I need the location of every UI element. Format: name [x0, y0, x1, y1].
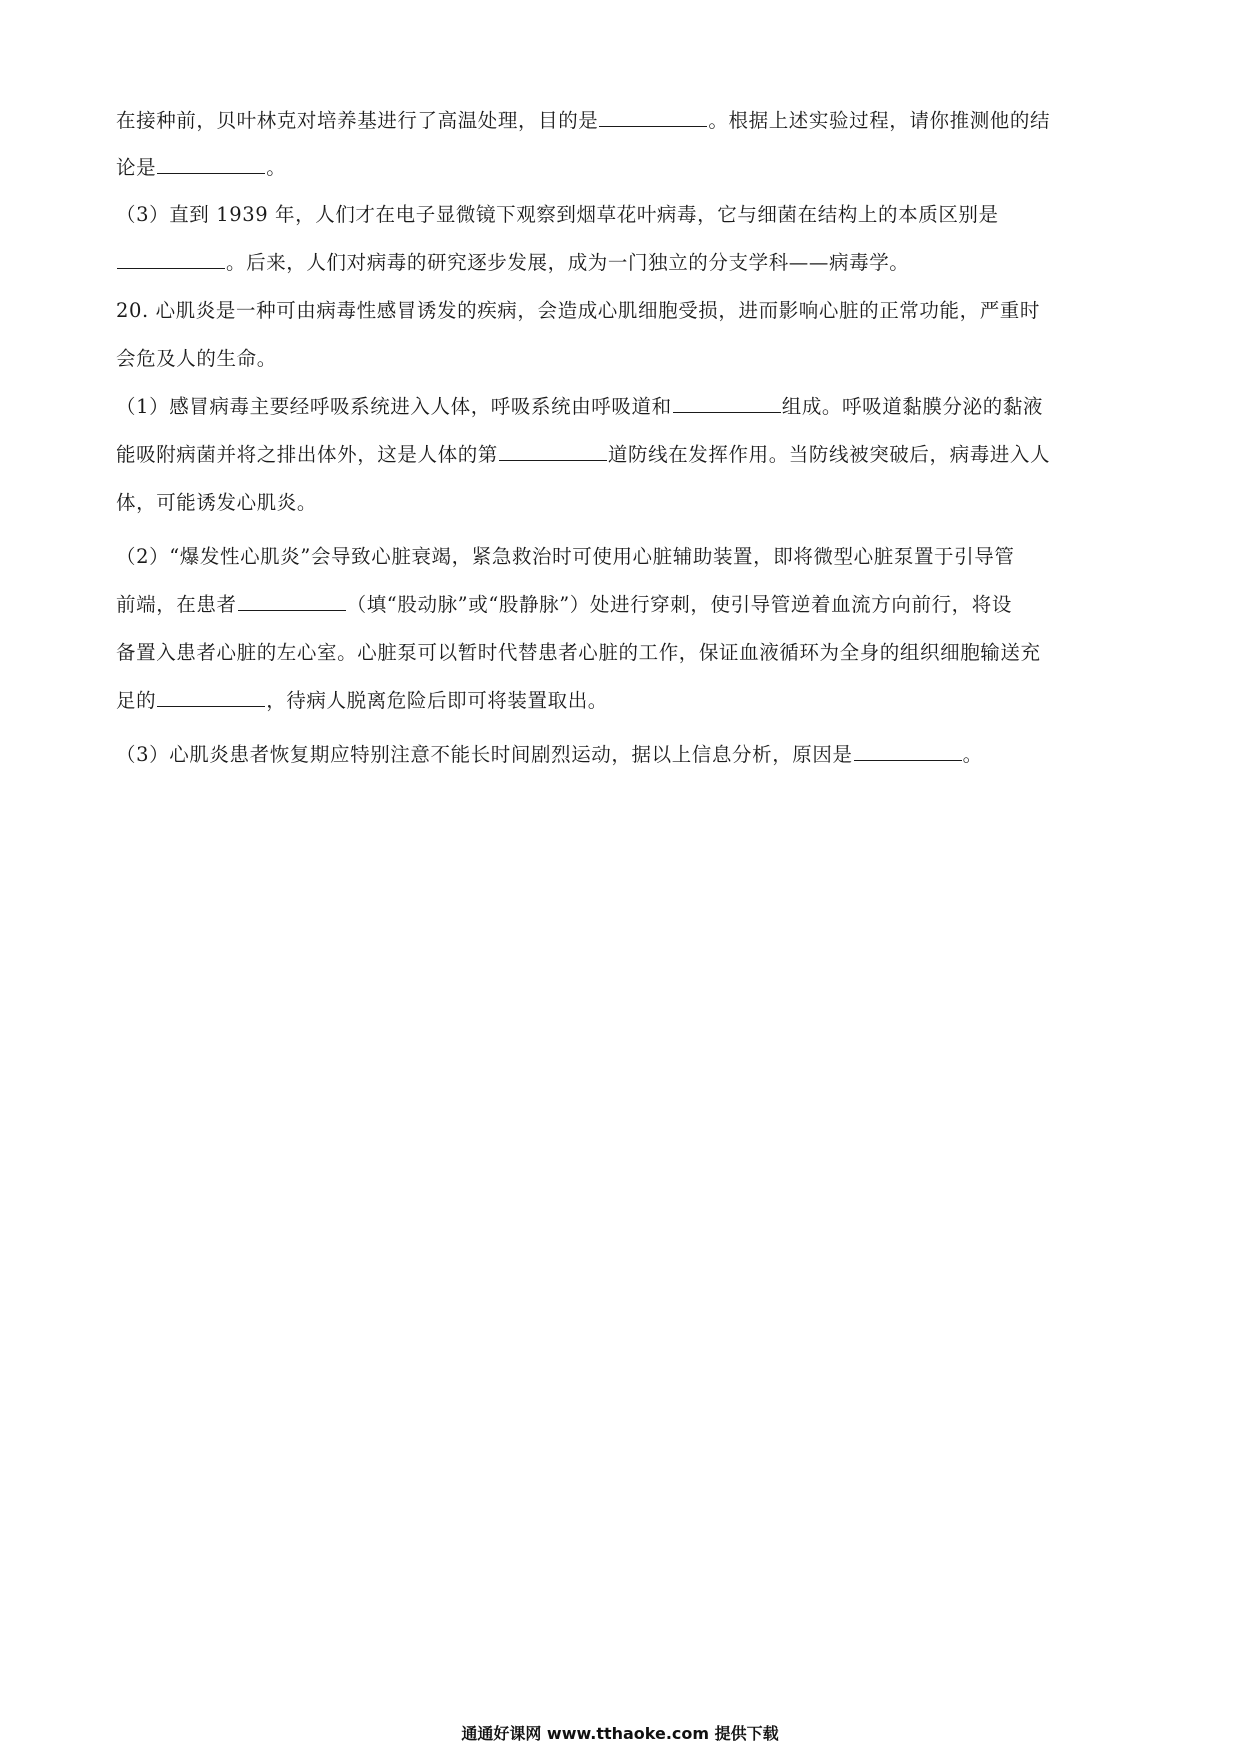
q20-part2-line-3 [116, 639, 1126, 667]
q20-part3-line-1 [116, 741, 1126, 769]
text: 前端，在患者 [116, 593, 237, 616]
text: 道防线在发挥作用。当防线被突破后，病毒进入人 [607, 443, 1051, 466]
answer-blank[interactable] [157, 155, 265, 174]
q19-part3-line-1 [116, 201, 1126, 229]
answer-blank[interactable] [854, 742, 962, 761]
answer-blank[interactable] [599, 108, 707, 127]
q20-part1-line-3 [116, 489, 1126, 517]
q20-part1-line-2 [116, 441, 1126, 469]
text: （1）感冒病毒主要经呼吸系统进入人体，呼吸系统由呼吸道和 [116, 395, 672, 418]
q19-line-2 [116, 154, 1126, 182]
q20-part1-line-1 [116, 393, 1126, 421]
text: 体，可能诱发心肌炎。 [116, 491, 318, 514]
text: （填“股动脉”或“股静脉”）处进行穿刺，使引导管逆着血流方向前行，将设 [346, 593, 1012, 616]
text: （2）“爆发性心肌炎”会导致心脏衰竭，紧急救治时可使用心脏辅助装置，即将微型心脏泵置于引导管 [116, 545, 1015, 568]
answer-blank[interactable] [499, 442, 607, 461]
q19-part3-line-2 [116, 249, 1126, 277]
text: （3）心肌炎患者恢复期应特别注意不能长时间剧烈运动，据以上信息分析，原因是 [116, 743, 853, 766]
text: 。后来，人们对病毒的研究逐步发展，成为一门独立的分支学科——病毒学。 [226, 251, 910, 274]
text: 组成。呼吸道黏膜分泌的黏液 [781, 395, 1044, 418]
text: 20. 心肌炎是一种可由病毒性感冒诱发的疾病，会造成心肌细胞受损，进而影响心脏的正常功能，严重时 [116, 299, 1041, 322]
page-footer: 通通好课网 www.tthaoke.com 提供下载 [461, 1724, 779, 1743]
text: 。根据上述实验过程，请你推测他的结 [708, 109, 1051, 132]
text: ，待病人脱离危险后即可将装置取出。 [266, 689, 608, 712]
q20-part2-line-1 [116, 543, 1126, 571]
text: 会危及人的生命。 [116, 347, 277, 370]
text: 在接种前，贝叶林克对培养基进行了高温处理，目的是 [116, 109, 599, 132]
text: 备置入患者心脏的左心室。心脏泵可以暂时代替患者心脏的工作，保证血液循环为全身的组织细胞输送充 [116, 641, 1041, 664]
text: 。 [266, 156, 287, 179]
text: 足的 [116, 689, 157, 712]
answer-blank[interactable] [157, 688, 265, 707]
text: 论是 [116, 156, 157, 179]
q20-part2-line-2 [116, 591, 1126, 619]
text: 能吸附病菌并将之排出体外，这是人体的第 [116, 443, 498, 466]
answer-blank[interactable] [673, 394, 781, 413]
q20-stem-line-2 [116, 345, 1126, 373]
q20-part2-line-4 [116, 687, 1126, 715]
text: 。 [962, 743, 983, 766]
q19-line-1 [116, 107, 1126, 135]
answer-blank[interactable] [117, 250, 225, 269]
text: （3）直到 1939 年，人们才在电子显微镜下观察到烟草花叶病毒，它与细菌在结构上的本质区别是 [116, 203, 999, 226]
q20-stem-line-1 [116, 297, 1126, 325]
answer-blank[interactable] [238, 592, 346, 611]
